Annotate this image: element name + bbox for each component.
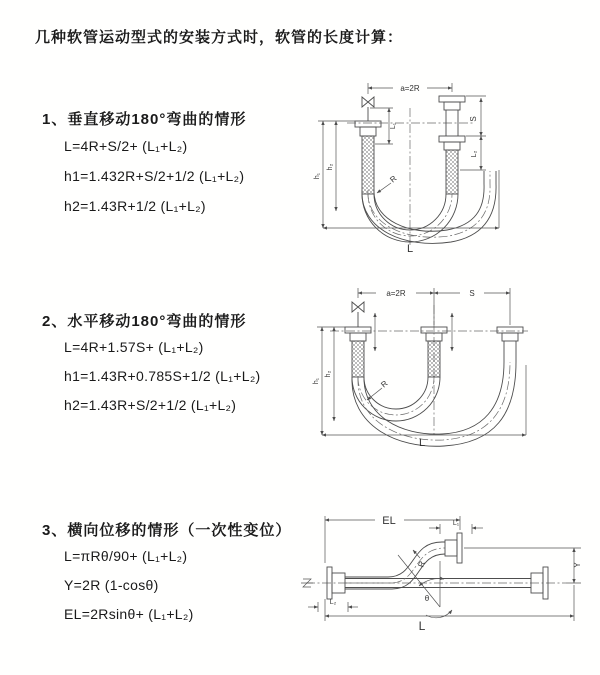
section-3-formula-Y: Y=2R (1-cosθ) [64, 577, 159, 593]
section-1-heading: 1、垂直移动180°弯曲的情形 [42, 111, 247, 128]
valve-symbol [362, 97, 374, 121]
section-2-formula-h2: h2=1.43R+S/2+1/2 (L₁+L₂) [64, 397, 237, 413]
section-3-formula-L: L=πRθ/90+ (L₁+L₂) [64, 548, 188, 564]
section-3-formula-EL: EL=2Rsinθ+ (L₁+L₂) [64, 606, 194, 622]
dim-label-s: S [469, 116, 478, 122]
section-2-formula-h1: h1=1.43R+0.785S+1/2 (L₁+L₂) [64, 368, 261, 384]
dim-label-l: L [406, 243, 414, 254]
section-2-formula-L: L=4R+1.57S+ (L₁+L₂) [64, 339, 204, 355]
dim-label-h1: h₁ [313, 377, 320, 385]
valve-symbol [352, 302, 364, 327]
page-title: 几种软管运动型式的安装方式时，软管的长度计算： [35, 29, 404, 46]
hose-u-curves [362, 171, 496, 243]
s-curve-hose [345, 542, 445, 589]
dim-label-span: a=2R [400, 84, 420, 93]
left-pipe-assembly [355, 121, 381, 194]
dim-label-l2: L₂ [471, 150, 478, 158]
section-3-heading: 3、横向位移的情形（一次性变位） [42, 522, 292, 539]
dimension-lines [308, 516, 581, 621]
section-1-formula-h2: h2=1.43R+1/2 (L₁+L₂) [64, 198, 206, 214]
dim-label-r: R [388, 173, 399, 185]
dim-label-l1: L₁ [390, 122, 397, 130]
section-1-formula-L: L=4R+S/2+ (L₁+L₂) [64, 138, 188, 154]
dim-label-s: S [469, 289, 475, 298]
dim-label-span: a=2R [386, 289, 406, 298]
upper-flange-displaced [445, 533, 462, 563]
dim-label-h2: h₂ [325, 370, 332, 378]
dimension-labels [330, 515, 582, 633]
diagram-lateral-displacement [300, 503, 592, 653]
break-symbol [301, 579, 313, 587]
dimension-labels [313, 289, 475, 448]
dim-label-l2: L₂ [329, 599, 337, 606]
dim-label-r: R [379, 378, 390, 390]
diagram-vertical-180-bend [313, 78, 551, 254]
dim-label-theta: θ [424, 594, 430, 603]
dim-label-h1: h₁ [314, 172, 321, 180]
diagram-horizontal-180-bend [312, 283, 564, 448]
dim-label-l: L [418, 437, 426, 448]
dim-label-l1: L₁ [452, 520, 460, 527]
dim-label-h2: h₂ [327, 163, 334, 171]
section-2-heading: 2、水平移动180°弯曲的情形 [42, 313, 247, 330]
dim-label-r: R [416, 559, 427, 569]
section-1-formula-h1: h1=1.432R+S/2+1/2 (L₁+L₂) [64, 168, 245, 184]
right-pipe-assembly [439, 96, 465, 194]
dim-label-y: Y [573, 562, 582, 568]
dim-label-l: L [418, 619, 426, 633]
dim-label-el: EL [382, 515, 396, 527]
